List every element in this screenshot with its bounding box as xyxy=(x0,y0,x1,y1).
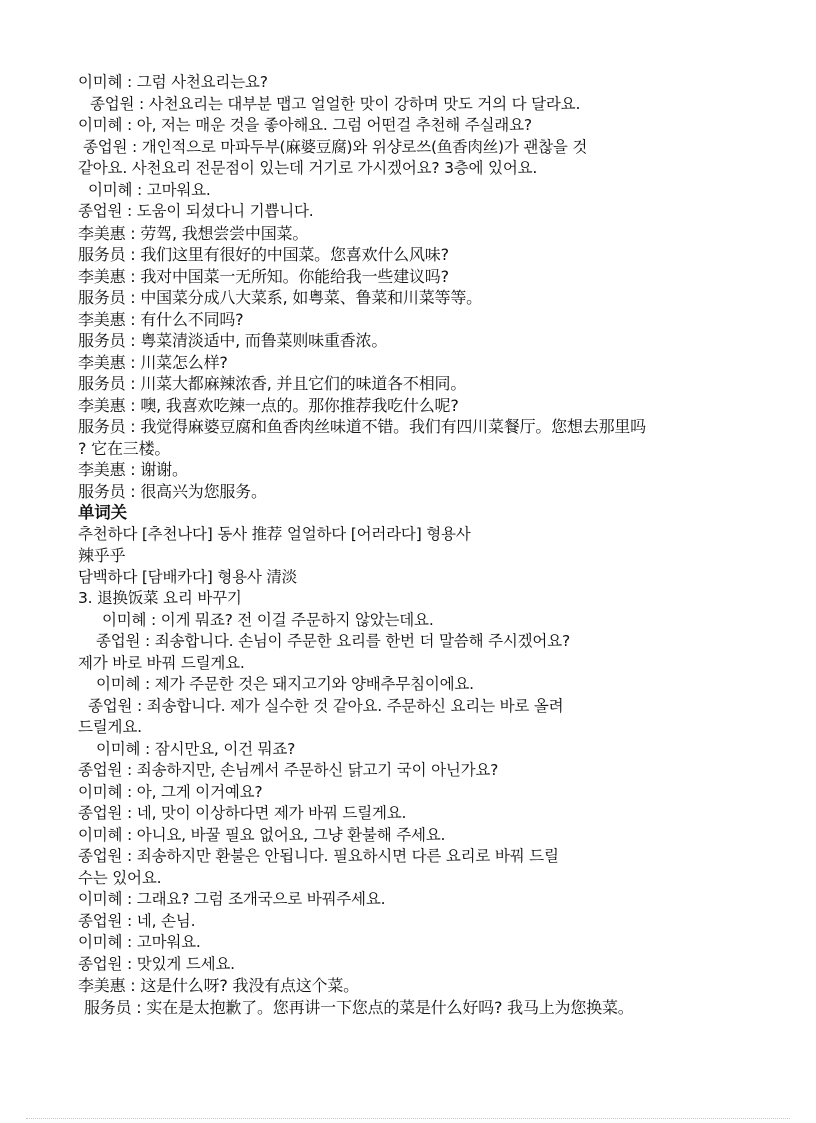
text-line: 종업원 : 죄송합니다. 손님이 주문한 요리를 한번 더 말씀해 주시겠어요? xyxy=(96,632,570,650)
text-line: 3. 退换饭菜 요리 바꾸기 xyxy=(78,589,242,607)
text-line: 종업원 : 도움이 되셨다니 기쁩니다. xyxy=(78,202,314,220)
text-line: 服务员 : 我们这里有很好的中国菜。您喜欢什么风味? xyxy=(78,245,449,264)
text-line: 服务员 : 川菜大都麻辣浓香, 并且它们的味道各不相同。 xyxy=(78,374,467,393)
text-line: 服务员 : 很高兴为您服务。 xyxy=(78,481,267,501)
text-line: 이미혜 : 아, 저는 매운 것을 좋아해요. 그럼 어떤걸 추천해 주실래요? xyxy=(78,116,532,134)
text-line: 추천하다 [추천나다] 동사 推荐 얼얼하다 [어러라다] 형용사 xyxy=(78,524,471,543)
section-heading: 单词关 xyxy=(78,503,127,522)
text-line: 李美惠 : 有什么不同吗? xyxy=(78,309,244,329)
text-line: 服务员 : 中国菜分成八大菜系, 如粤菜、鲁菜和川菜等等。 xyxy=(78,288,482,307)
text-line: 같아요. 사천요리 전문점이 있는데 거기로 가시겠어요? 3층에 있어요. xyxy=(78,159,538,177)
page-footer-divider xyxy=(26,1118,790,1119)
text-line: 이미혜 : 고마워요. xyxy=(78,933,201,951)
text-line: 이미혜 : 제가 주문한 것은 돼지고기와 양배추무침이에요. xyxy=(96,675,474,693)
text-line: 종업원 : 개인적으로 마파두부(麻婆豆腐)와 위샹로쓰(鱼香肉丝)가 괜찮을 것 xyxy=(83,137,588,156)
text-line: 李美惠 : 谢谢。 xyxy=(78,460,188,479)
text-line: 이미혜 : 아, 그게 이거예요? xyxy=(78,782,263,801)
text-line: 이미혜 : 이게 뭐죠? 전 이걸 주문하지 않았는데요. xyxy=(102,610,434,629)
text-line: 辣乎乎 xyxy=(78,546,126,565)
text-line: 이미혜 : 고마워요. xyxy=(88,180,211,199)
text-line: 종업원 : 네, 손님. xyxy=(78,911,196,930)
text-line: 종업원 : 사천요리는 대부분 맵고 얼얼한 맛이 강하며 맛도 거의 다 달라요. xyxy=(90,94,581,113)
text-line: 종업원 : 맛있게 드세요. xyxy=(78,954,235,973)
text-line: 담백하다 [담배카다] 형용사 清淡 xyxy=(78,567,297,586)
text-line: 수는 있어요. xyxy=(78,868,162,887)
text-line: 제가 바로 바꿔 드릴게요. xyxy=(78,653,245,672)
document-body xyxy=(78,72,743,1018)
text-line: 李美惠 : 劳驾, 我想尝尝中国菜。 xyxy=(78,223,309,243)
text-line: ? 它在三楼。 xyxy=(78,438,171,458)
text-line: 李美惠 : 这是什么呀? 我没有点这个菜。 xyxy=(78,976,359,995)
text-line: 李美惠 : 我对中国菜一无所知。你能给我一些建议吗? xyxy=(78,266,449,286)
text-line: 종업원 : 죄송하지만, 손님께서 주문하신 닭고기 국이 아닌가요? xyxy=(78,761,499,779)
text-line: 이미혜 : 그럼 사천요리는요? xyxy=(78,73,268,91)
text-line: 服务员 : 我觉得麻婆豆腐和鱼香肉丝味道不错。我们有四川菜餐厅。您想去那里吗 xyxy=(78,417,646,436)
text-line: 종업원 : 네, 맛이 이상하다면 제가 바꿔 드릴게요. xyxy=(78,804,407,822)
text-line: 服务员 : 实在是太抱歉了。您再讲一下您点的菜是什么好吗? 我马上为您换菜。 xyxy=(84,997,634,1017)
text-line: 李美惠 : 噢, 我喜欢吃辣一点的。那你推荐我吃什么呢? xyxy=(78,395,459,415)
text-line: 종업원 : 죄송합니다. 제가 실수한 것 같아요. 주문하신 요리는 바로 올려 xyxy=(88,696,564,715)
text-line: 服务员 : 粤菜清淡适中, 而鲁菜则味重香浓。 xyxy=(78,331,388,350)
text-line: 이미혜 : 아니요, 바꿀 필요 없어요, 그냥 환불해 주세요. xyxy=(78,825,446,844)
text-line: 드릴게요. xyxy=(78,718,142,736)
text-line: 종업원 : 죄송하지만 환불은 안됩니다. 필요하시면 다른 요리로 바꿔 드릴 xyxy=(78,847,559,865)
text-line: 이미혜 : 잠시만요, 이건 뭐죠? xyxy=(96,739,296,758)
text-line: 이미혜 : 그래요? 그럼 조개국으로 바꿔주세요. xyxy=(78,890,386,908)
text-line: 李美惠 : 川菜怎么样? xyxy=(78,352,228,372)
